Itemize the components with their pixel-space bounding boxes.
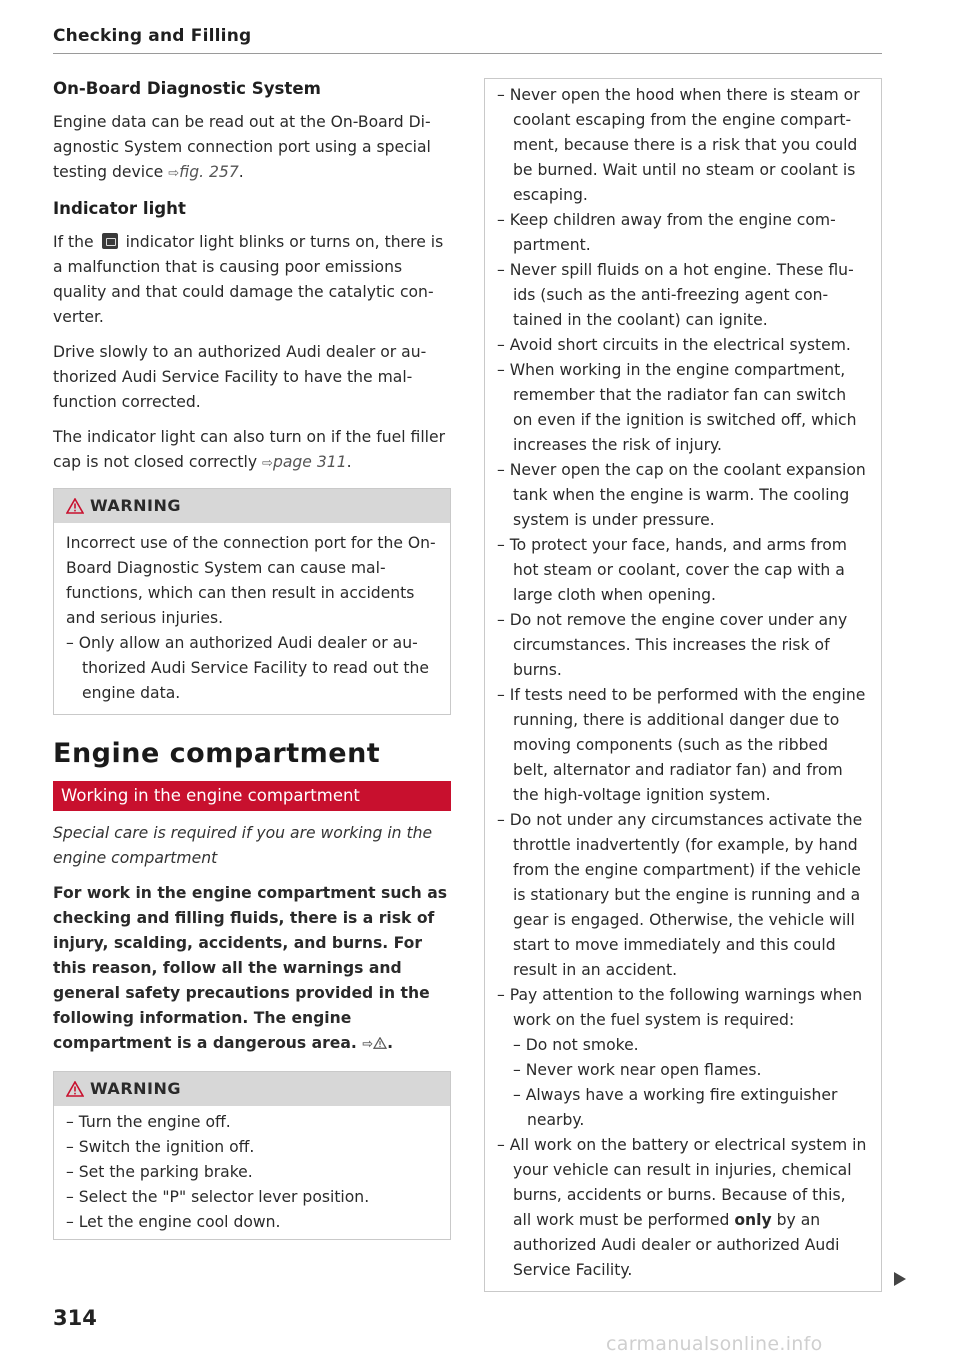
warning-list-item: – Never open the hood when there is steam or coolant escaping from the engine compartment, because there is a risk that you could be burned. Wait until no steam or coolant is escaping.	[497, 86, 860, 204]
warning-list-item: – All work on the battery or electrical system in your vehicle can result in injuries, chemical burns, accidents or burns. Because of this, all work must be performed only by an authorized Audi dealer or authorized Audi Service Facility.	[497, 1136, 867, 1279]
warning-continuation-box	[484, 78, 882, 1292]
warning-list-item: – Set the parking brake.	[66, 1163, 253, 1181]
warning-list-item: – When working in the engine compartment, remember that the radiator fan can switch on even if the ignition is switched off, which increases the risk of injury.	[497, 361, 857, 454]
fuel-cap-paragraph: The indicator light can also turn on if the fuel filler cap is not closed correctly ⇨page 311.	[53, 428, 445, 471]
warning-triangle-icon	[66, 498, 84, 514]
warning-body	[54, 523, 450, 714]
warning-reference-link[interactable]	[362, 1034, 387, 1052]
continue-arrow-icon	[893, 1271, 907, 1287]
page-reference-link[interactable]: ⇨page 311	[262, 453, 347, 471]
warning-list-item: – Do not under any circumstances activate the throttle inadvertently (for example, by hand from the engine compartment) if the vehicle is stationary but the engine is running and a gear is engaged. Otherwise, the vehicle will start to move immediately and this could result in an accident.	[497, 811, 863, 979]
section-bar-working: Working in the engine compartment	[53, 781, 451, 811]
engine-malfunction-indicator-icon	[102, 233, 118, 249]
drive-paragraph: Drive slowly to an authorized Audi dealer or authorized Audi Service Facility to have the malfunction corrected.	[53, 343, 427, 411]
obd-paragraph: Engine data can be read out at the On-Board Diagnostic System connection port using a special testing device ⇨fig. 257.	[53, 113, 431, 181]
warning-sub-item: – Never work near open flames.	[513, 1061, 762, 1079]
warning-list-item: – Never spill fluids on a hot engine. These fluids (such as the anti-freezing agent contained in the coolant) can ignite.	[497, 261, 854, 329]
page-header-title: Checking and Filling	[53, 26, 252, 46]
bold-safety-paragraph: For work in the engine compartment such as checking and filling fluids, there is a risk of injury, scalding, accidents, and burns. For this reason, follow all the warnings and general safety precautions provided in the following information. The engine compartment is a dangerous area. ⇨ .	[53, 884, 447, 1052]
warning-list-item: – If tests need to be performed with the engine running, there is additional danger due to moving components (such as the ribbed belt, alternator and radiator fan) and from the high-voltage ignition system.	[497, 686, 866, 804]
warning-list-item: – To protect your face, hands, and arms from hot steam or coolant, cover the cap with a large cloth when opening.	[497, 536, 847, 604]
intro-italic: Special care is required if you are working in the engine compartment	[53, 824, 433, 867]
warning-triangle-icon	[66, 1081, 84, 1097]
watermark-text: carmanualsonline.info	[606, 1333, 823, 1355]
warning-list-item: – Pay attention to the following warnings when work on the fuel system is required:	[497, 986, 863, 1029]
warning-list-item: – Let the engine cool down.	[66, 1213, 281, 1231]
warning-list-item: – Avoid short circuits in the electrical system.	[497, 336, 851, 354]
reference-arrow-icon: ⇨	[362, 1037, 374, 1052]
indicator-paragraph: If the indicator light blinks or turns on, there is a malfunction that is causing poor emissions quality and that could damage the catalytic converter.	[53, 233, 444, 326]
warning-text: Incorrect use of the connection port for the On-Board Diagnostic System can cause malfunctions, which can then result in accidents and serious injuries.	[66, 534, 436, 627]
warning-list-item: – Keep children away from the engine compartment.	[497, 211, 836, 254]
warning-box-obd	[53, 488, 451, 715]
fig-reference-link[interactable]: ⇨fig. 257	[168, 163, 239, 181]
warning-list-item: – Turn the engine off.	[66, 1113, 231, 1131]
warning-list-item: – Only allow an authorized Audi dealer or authorized Audi Service Facility to read out the engine data.	[66, 634, 429, 702]
warning-header: WARNING	[54, 489, 450, 523]
warning-triangle-icon	[373, 1037, 387, 1049]
warning-body	[54, 1106, 450, 1239]
warning-list-item: – Never open the cap on the coolant expansion tank when the engine is warm. The cooling system is under pressure.	[497, 461, 866, 529]
warning-box-engine-steps	[53, 1071, 451, 1240]
reference-arrow-icon: ⇨	[168, 166, 180, 181]
warning-sub-item: – Always have a working fire extinguisher nearby.	[513, 1086, 838, 1129]
engine-compartment-title: Engine compartment	[53, 738, 381, 769]
left-column	[53, 78, 451, 1240]
obd-heading: On-Board Diagnostic System	[53, 79, 321, 98]
reference-arrow-icon: ⇨	[262, 456, 273, 471]
indicator-heading: Indicator light	[53, 199, 186, 218]
page-number: 314	[53, 1306, 97, 1330]
warning-sub-item: – Do not smoke.	[513, 1036, 639, 1054]
warning-list-item: – Do not remove the engine cover under any circumstances. This increases the risk of burns.	[497, 611, 848, 679]
right-column	[484, 78, 882, 1292]
header-divider	[53, 53, 882, 54]
warning-header: WARNING	[54, 1072, 450, 1106]
warning-list-item: – Switch the ignition off.	[66, 1138, 255, 1156]
warning-list-item: – Select the "P" selector lever position.	[66, 1188, 370, 1206]
